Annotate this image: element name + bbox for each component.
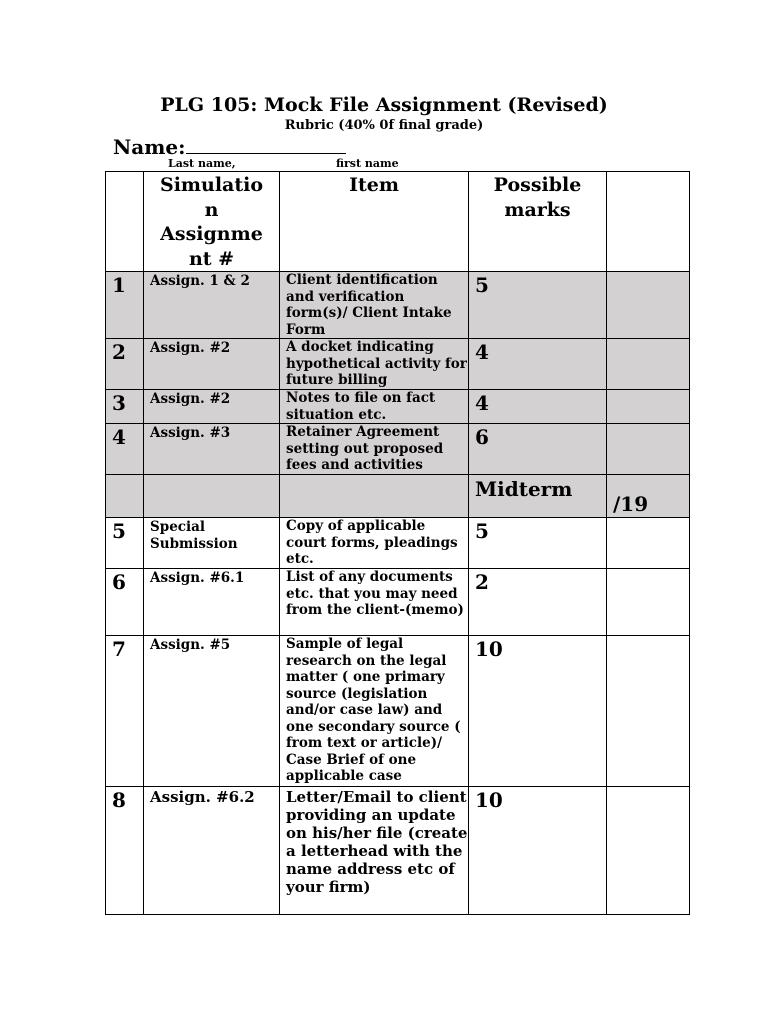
table-row xyxy=(106,636,690,787)
midterm-empty-cell xyxy=(106,475,144,518)
row-item: A docket indicating hypothetical activity for future billing xyxy=(280,339,469,390)
midterm-empty-cell xyxy=(280,475,469,518)
row-number: 5 xyxy=(106,518,144,569)
header-score xyxy=(607,172,690,272)
row-assignment: Assign. #2 xyxy=(144,390,280,424)
table-row xyxy=(106,569,690,636)
row-score-cell[interactable] xyxy=(607,518,690,569)
header-marks-line: Possible xyxy=(493,174,582,196)
header-assignment-line: Simulatio xyxy=(159,174,264,196)
row-marks: 4 xyxy=(469,339,607,390)
table-row xyxy=(106,787,690,915)
name-label: Name: xyxy=(113,135,186,159)
row-marks: 10 xyxy=(469,636,607,787)
row-item: Client identification and verification form(s)/ Client Intake Form xyxy=(280,272,469,339)
table-row xyxy=(106,424,690,475)
row-assignment: Assign. #6.2 xyxy=(144,787,280,915)
row-number: 8 xyxy=(106,787,144,915)
row-assignment: Assign. #5 xyxy=(144,636,280,787)
row-score-cell[interactable] xyxy=(607,424,690,475)
row-item: Sample of legal research on the legal matter ( one primary source (legislation and/or case law) and one secondary source ( from text or article)/ Case Brief of one applicable case xyxy=(280,636,469,787)
row-assignment: Assign. #3 xyxy=(144,424,280,475)
row-number: 2 xyxy=(106,339,144,390)
name-underline[interactable] xyxy=(186,135,346,154)
row-score-cell[interactable] xyxy=(607,339,690,390)
row-item: Letter/Email to client providing an update on his/her file (create a letterhead with the name address etc of your firm) xyxy=(280,787,469,915)
row-score-cell[interactable] xyxy=(607,390,690,424)
row-number: 1 xyxy=(106,272,144,339)
midterm-row xyxy=(106,475,690,518)
row-assignment: Assign. #6.1 xyxy=(144,569,280,636)
row-marks: 5 xyxy=(469,518,607,569)
last-name-hint: Last name, xyxy=(168,157,236,170)
row-marks: 5 xyxy=(469,272,607,339)
row-score-cell[interactable] xyxy=(607,636,690,787)
row-marks: 10 xyxy=(469,787,607,915)
page-title: PLG 105: Mock File Assignment (Revised) xyxy=(160,94,608,116)
table-header-row xyxy=(106,172,690,272)
midterm-empty-cell xyxy=(144,475,280,518)
table-row xyxy=(106,339,690,390)
row-assignment: Special Submission xyxy=(144,518,280,569)
header-marks-line: marks xyxy=(504,198,571,221)
header-item: Item xyxy=(280,172,469,272)
row-number: 7 xyxy=(106,636,144,787)
header-assignment-line: n xyxy=(204,198,219,221)
row-assignment: Assign. #2 xyxy=(144,339,280,390)
row-score-cell[interactable] xyxy=(607,272,690,339)
page-subtitle: Rubric (40% 0f final grade) xyxy=(284,118,484,133)
row-assignment: Assign. 1 & 2 xyxy=(144,272,280,339)
row-number: 4 xyxy=(106,424,144,475)
table-row xyxy=(106,518,690,569)
row-item: List of any documents etc. that you may need from the client-(memo) xyxy=(280,569,469,636)
row-score-cell[interactable] xyxy=(607,569,690,636)
row-item: Notes to file on fact situation etc. xyxy=(280,390,469,424)
row-number: 6 xyxy=(106,569,144,636)
row-number: 3 xyxy=(106,390,144,424)
row-marks: 4 xyxy=(469,390,607,424)
midterm-score[interactable]: /19 xyxy=(607,475,690,518)
row-marks: 2 xyxy=(469,569,607,636)
table-row xyxy=(106,390,690,424)
rubric-table xyxy=(105,171,690,915)
row-score-cell[interactable] xyxy=(607,787,690,915)
row-item: Retainer Agreement setting out proposed fees and activities xyxy=(280,424,469,475)
first-name-hint: first name xyxy=(336,157,399,170)
row-item: Copy of applicable court forms, pleadings etc. xyxy=(280,518,469,569)
row-marks: 6 xyxy=(469,424,607,475)
table-row xyxy=(106,272,690,339)
midterm-label: Midterm xyxy=(469,475,607,518)
header-number xyxy=(106,172,144,272)
header-assignment-line: nt # xyxy=(188,247,235,270)
header-assignment xyxy=(144,172,280,272)
header-assignment-line: Assignme xyxy=(160,223,263,245)
header-marks xyxy=(469,172,607,272)
